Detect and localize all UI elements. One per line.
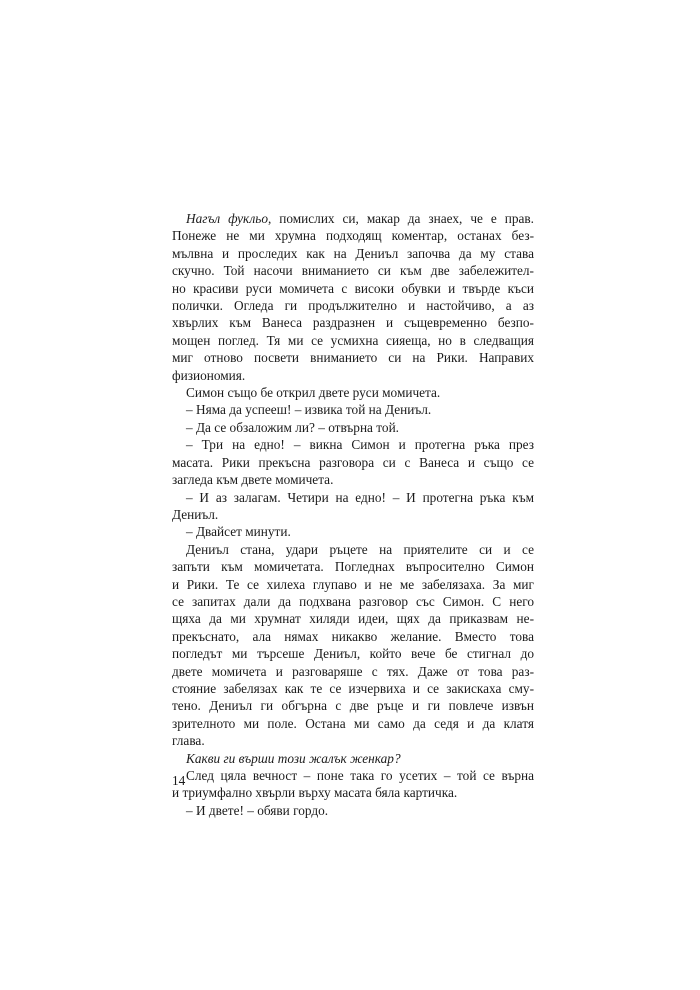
text-line: След цяла вечност – поне така го усетих – той се върна [186,768,534,783]
text-line: загледа към двете момичета. [172,472,334,488]
text-fragment: , помислих си, макар да знаех, че е прав. [267,211,534,226]
text-line [172,210,534,227]
text-line: погледът ми търсеше Дениъл, който вече бе стигнал до [172,646,534,662]
text-line: двете момичета и разговаряше с тях. Даже от това раз- [172,663,534,679]
text-line: тено. Дениъл ги обгърна с две ръце и ги повлече извън [172,698,534,714]
italic-text: Какви ги върши този жалък женкар? [186,750,401,766]
text-line: Дениъл. [172,506,219,522]
text-line: – И аз залагам. Четири на едно! – И протегна ръка към [186,489,534,505]
text-line: и триумфално хвърли върху масата бяла картичка. [172,785,458,801]
text-line: прекъснато, ала нямах никакво желание. Вместо това [172,628,534,644]
text-line: физиономия. [172,367,246,383]
text-line: – И двете! – обяви гордо. [186,802,329,818]
text-line: глава. [172,733,205,749]
text-line: – Три на едно! – викна Симон и протегна ръка през [186,437,534,453]
text-line: мълвна и проследих как на Дениъл започва да му става [172,245,534,261]
italic-text: Нагъл фукльо [186,211,268,226]
text-line: хвърлих към Ванеса раздразнен и същевременно безпо- [172,315,534,331]
text-line: полички. Огледа ги продължително и настойчиво, а аз [172,298,534,314]
text-line: но красиви руси момичета с високи обувки и твърде къси [172,280,534,296]
text-line: запъти към момичетата. Погледнах въпросително Симон [172,559,534,575]
text-line: Понеже не ми хрумна подходящ коментар, останах без- [172,228,534,244]
text-line: мощен поглед. Тя ми се усмихна сияеща, но в следващия [172,332,534,348]
body-text [172,210,534,819]
text-line: зрителното ми поле. Остана ми само да седя и да клатя [172,715,534,731]
text-line: – Няма да успееш! – извика той на Дениъл. [186,402,432,418]
text-line [172,750,534,767]
text-line: – Да се обзаложим ли? – отвърна той. [186,419,400,435]
text-line: стояние забелязах как те се изчервиха и се закискаха сму- [172,680,534,696]
text-line: – Двайсет минути. [186,524,291,540]
text-line: се запитах дали да подхвана разговор със Симон. С него [172,593,534,609]
page-number: 14 [172,773,186,788]
text-line: миг отново посвети вниманието си на Рики. Направих [172,350,534,366]
text-line: Дениъл стана, удари ръцете на приятелите си и се [186,541,534,557]
text-line: Симон също бе открил двете руси момичета. [186,385,441,401]
text-line: щяха да ми хрумнат хиляди идеи, щях да приказвам не- [172,611,534,627]
text-line: скучно. Той насочи вниманието си към две забележител- [172,263,534,279]
text-line: и Рики. Те се хилеха глупаво и не ме забелязаха. За миг [172,576,534,592]
text-line: масата. Рики прекъсна разговора си с Ванеса и също се [172,454,534,470]
